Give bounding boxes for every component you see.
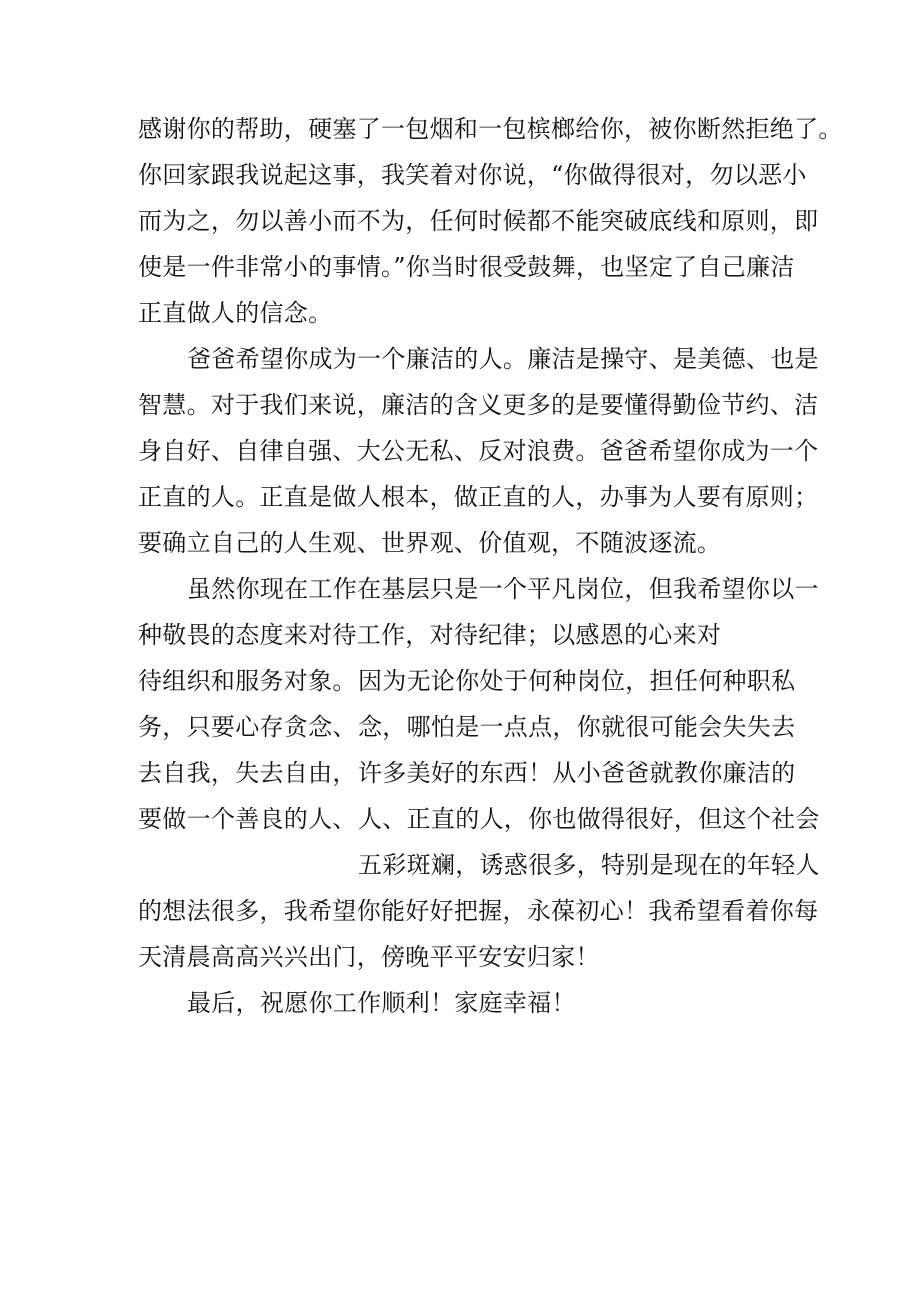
text-line: 五彩斑斓，诱惑很多，特别是现在的年轻人 bbox=[358, 851, 820, 879]
text-line: 的想法很多，我希望你能好好把握，永葆初心！我希望看着你每 bbox=[138, 897, 819, 925]
text-line: 去自我，失去自由， bbox=[138, 759, 357, 787]
text-line: 因为无论你处于何种岗位，担任何种职私 bbox=[358, 667, 796, 695]
text-line: 正直做人的信念。 bbox=[138, 299, 333, 327]
text-line: 身自好、自律自强、大公无私、反对浪费。爸爸希望你成为一个 bbox=[138, 437, 819, 465]
text-line: 要做一个善良的人、 bbox=[138, 805, 357, 833]
text-line: 正直的人。正直是做人根本，做正直的人，办事为人要有原则； bbox=[138, 483, 819, 511]
text-line: 要确立自己的人生观、世界观、价值观，不随波逐流。 bbox=[138, 529, 722, 557]
text-line: 最后，祝愿你工作顺利！家庭幸福！ bbox=[187, 989, 576, 1017]
text-line: 务，只要心存贪念、 bbox=[138, 713, 357, 741]
text-line: 虽然你现在工作在基层只是一个平凡岗位，但我希望你以一 bbox=[187, 575, 819, 603]
text-line: 种敬畏的态度来对待工作，对待纪律；以感恩的心来对 bbox=[138, 621, 722, 649]
text-line: 许多美好的东西！从小爸爸就教你廉洁的 bbox=[358, 759, 796, 787]
text-line: 天清晨高高兴兴出门，傍晚平平安安归家！ bbox=[138, 943, 600, 971]
text-line: 人、正直的人，你也做得很好，但这个社会 bbox=[358, 805, 820, 833]
text-line: 爸爸希望你成为一个廉洁的人。廉洁是操守、是美德、也是 bbox=[187, 345, 819, 373]
text-line: 念，哪怕是一点点，你就很可能会失失去 bbox=[358, 713, 796, 741]
text-line: 使是一件非常小的事情。”你当时很受鼓舞，也坚定了自己廉洁 bbox=[138, 253, 795, 281]
text-line: 你回家跟我说起这事，我笑着对你说，“你做得很对，勿以恶小 bbox=[138, 161, 807, 189]
text-line: 智慧。对于我们来说，廉洁的含义更多的是要懂得勤俭节约、洁 bbox=[138, 391, 819, 419]
text-line: 感谢你的帮助，硬塞了一包烟和一包槟榔给你，被你断然拒绝了。 bbox=[138, 115, 843, 143]
text-line: 而为之，勿以善小而不为，任何时候都不能突破底线和原则，即 bbox=[138, 207, 819, 235]
text-line: 待组织和服务对象。 bbox=[138, 667, 357, 695]
